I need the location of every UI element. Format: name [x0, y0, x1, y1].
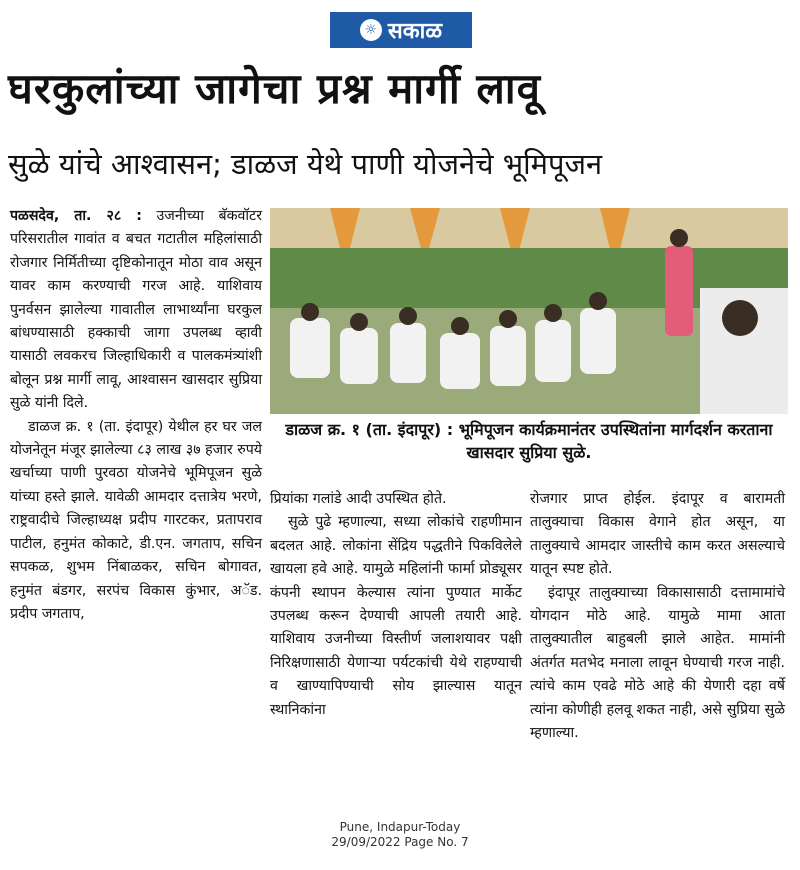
newspaper-masthead — [330, 12, 472, 48]
subheadline: सुळे यांचे आश्वासन; डाळज येथे पाणी योजनेचे भूमिपूजन — [8, 147, 603, 181]
event-photo — [270, 208, 788, 414]
footer-date-page: 29/09/2022 Page No. 7 — [331, 835, 469, 849]
article-paragraph-1 — [10, 205, 262, 416]
article-paragraph-3: सुळे पुढे म्हणाल्या, सध्या लोकांचे राहणीमान बदलत आहे. लोकांना सेंद्रिय पद्धतीने पिकविलेले खायला हवे आहे. यामुळे महिलांनी फार्मा प्रोड्यूसर कंपनी स्थापन केल्यास त्यांना पुण्यात मार्केट उपलब्ध करून देण्याची आपली तयारी आहे. याशिवाय उजनीच्या विस्तीर्ण जलाशयावर पक्षी निरिक्षणासाठी येणाऱ्या पर्यटकांची येथे राहण्याची व खाण्यापिण्याची सोय झाल्यास यातून स्थानिकांना — [270, 514, 522, 718]
article-column-right — [530, 488, 785, 745]
photo-caption: डाळज क्र. १ (ता. इंदापूर) : भूमिपूजन कार्यक्रमानंतर उपस्थितांना मार्गदर्शन करताना खासदार सुप्रिया सुळे. — [285, 420, 773, 462]
page-footer — [0, 820, 800, 850]
headline: घरकुलांच्या जागेचा प्रश्न मार्गी लावू — [8, 64, 542, 113]
article-paragraph-3-continued: रोजगार प्राप्त होईल. इंदापूर व बारामती तालुक्याचा विकास वेगाने होत असून, या तालुक्याचे आमदार जास्तीचे काम करत असल्याचे यातून स्पष्ट होते. — [530, 491, 785, 578]
article-paragraph-4: इंदापूर तालुक्याच्या विकासासाठी दत्तामामांचे योगदान मोठे आहे. यामुळे मामा आता तालुक्यातील बाहुबली झाले आहेत. मामांनी अंतर्गत मतभेद मनाला लावून घेण्याची गरज नाही. त्यांचे काम एवढे मोठे आहे की येणारी दहा वर्षे त्यांना कोणीही हलवू शकत नाही, असे सुप्रिया सुळे म्हणाल्या. — [530, 584, 785, 742]
masthead-title: सकाळ — [387, 19, 443, 44]
photo-illustration — [270, 208, 788, 414]
sakal-logo-icon: ☼ — [360, 19, 382, 41]
footer-edition: Pune, Indapur-Today — [339, 820, 461, 834]
article-column-middle — [270, 488, 522, 722]
dateline: पळसदेव, ता. २८ : — [10, 208, 142, 224]
article-column-left — [10, 205, 262, 626]
article-text-1: उजनीच्या बॅकवॉटर परिसरातील गावांत व बचत गटातील महिलांसाठी रोजगार निर्मितीच्या दृष्टिकोनातून मोठा वाव असून यावर काम करण्याची गरज आहे. याशिवाय पुनर्वसन झालेल्या गावातील लाभार्थ्यांना घरकुल बांधण्यासाठी हक्काची जागा उपलब्ध व्हावी यासाठी लवकरच जिल्हाधिकारी व पालकमंत्र्यांशी बोलून प्रश्न मार्गी लावू, आश्वासन खासदार सुप्रिया सुळे यांनी दिले. — [10, 208, 262, 412]
article-paragraph-2-continued: प्रियांका गलांडे आदी उपस्थित होते. — [270, 491, 447, 507]
article-paragraph-2: डाळज क्र. १ (ता. इंदापूर) येथील हर घर जल योजनेतून मंजूर झालेल्या ८३ लाख ३७ हजार रुपये खर्चाच्या पाणी पुरवठा योजनेचे भूमिपूजन सुळे यांच्या हस्ते झाले. यावेळी आमदार दत्तात्रेय भरणे, राष्ट्रवादीचे जिल्हाध्यक्ष प्रदीप गारटकर, प्रतापराव पाटील, हनुमंत कोकाटे, डी.एन. जगताप, सचिन सपकळ, शुभम निंबाळकर, सचिन बोगावत, हनुमंत बंडगर, सरपंच विकास कुंभार, अॅड. प्रदीप जगताप, — [10, 418, 262, 622]
